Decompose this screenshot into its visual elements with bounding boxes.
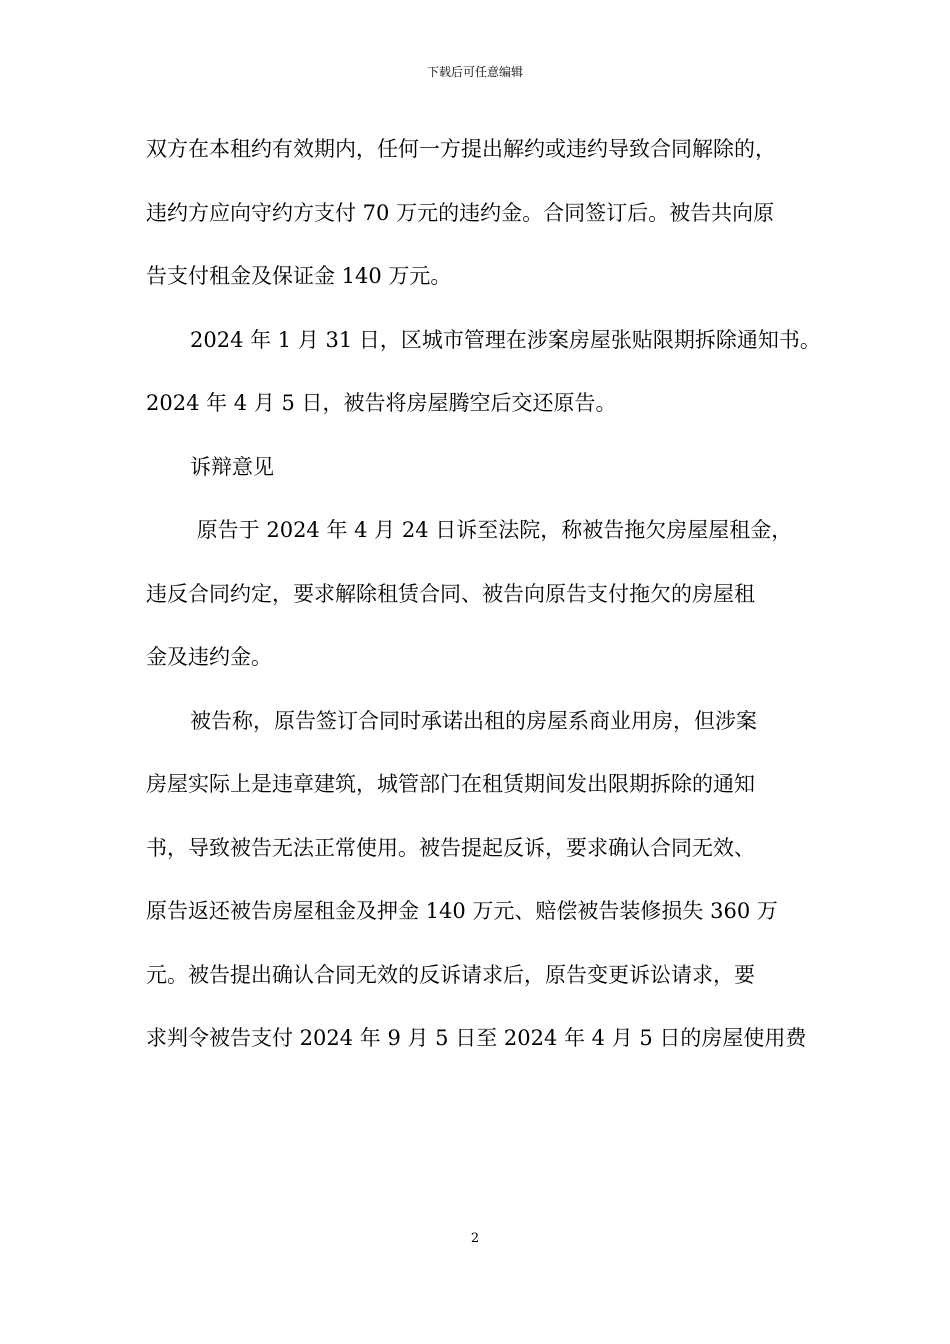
- text-line: 原告返还被告房屋租金及押金 140 万元、赔偿被告装修损失 360 万: [146, 899, 778, 923]
- paragraph-start-line: 被告称，原告签订合同时承诺出租的房屋系商业用房，但涉案: [190, 708, 757, 733]
- paragraph-start-line: 2024 年 1 月 31 日，区城市管理在涉案房屋张贴限期拆除通知书。: [190, 327, 821, 352]
- text-line: 金及违约金。: [146, 645, 272, 669]
- page-number: 2: [470, 1231, 480, 1246]
- paragraph-start-line: 原告于 2024 年 4 月 24 日诉至法院，称被告拖欠房屋屋租金，: [190, 518, 793, 542]
- text-line: 2024 年 4 月 5 日，被告将房屋腾空后交还原告。: [146, 391, 617, 415]
- text-line: 违反合同约定，要求解除租赁合同、被告向原告支付拖欠的房屋租: [146, 581, 755, 606]
- text-line: 书，导致被告无法正常使用。被告提起反诉，要求确认合同无效、: [146, 835, 755, 860]
- page-header: 下载后可任意编辑: [426, 65, 523, 79]
- text-line: 违约方应向守约方支付 70 万元的违约金。合同签订后。被告共向原: [146, 200, 775, 225]
- text-line: 双方在本租约有效期内，任何一方提出解约或违约导致合同解除的，: [146, 137, 776, 161]
- document-body: [146, 127, 821, 1080]
- section-heading: 诉辩意见: [190, 454, 274, 479]
- text-line: 房屋实际上是违章建筑，城管部门在租赁期间发出限期拆除的通知: [146, 772, 755, 796]
- text-line: 告支付租金及保证金 140 万元。: [146, 264, 452, 288]
- text-line: 元。被告提出确认合同无效的反诉请求后，原告变更诉讼请求，要: [146, 962, 755, 987]
- text-line: 求判令被告支付 2024 年 9 月 5 日至 2024 年 4 月 5 日的房屋使用费: [146, 1026, 807, 1050]
